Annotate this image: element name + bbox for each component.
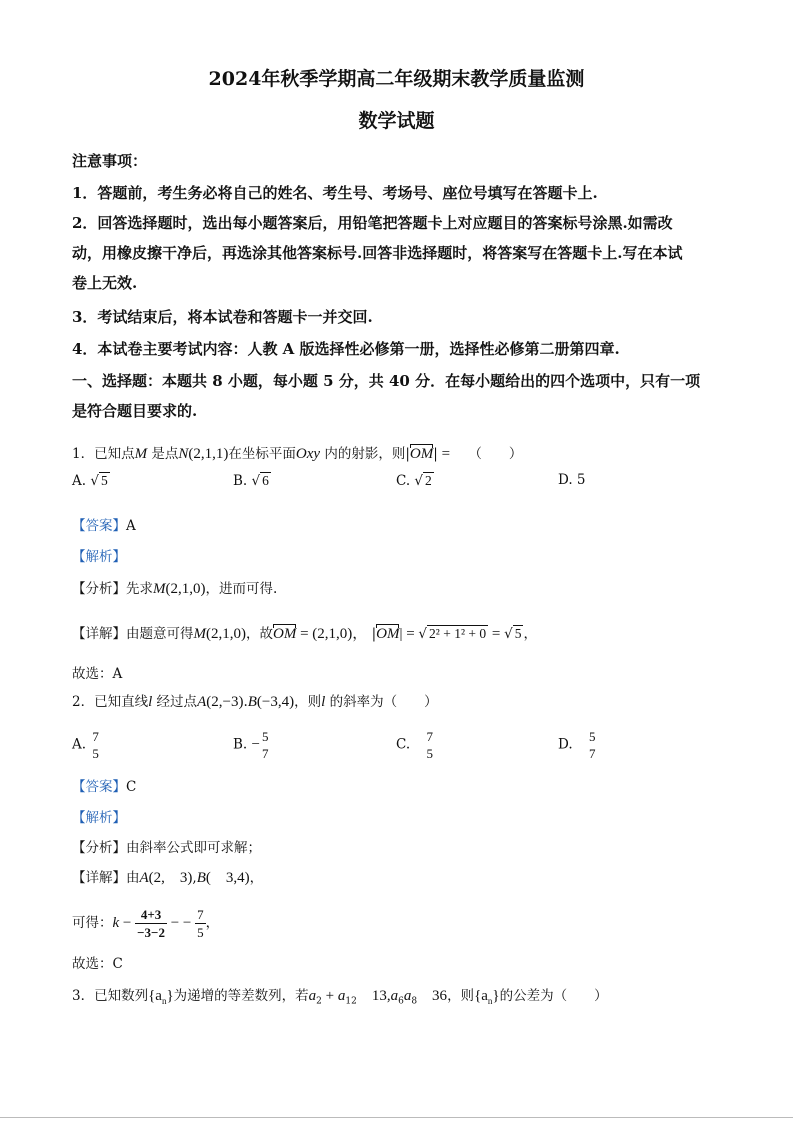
question-1-stem: 1．已知点M 是点N(2,1,1)在坐标平面Oxy 内的射影，则|OM| = （ ）: [72, 446, 523, 462]
q3-plus: +: [321, 988, 338, 1004]
q2-choice: 故选：C: [72, 956, 123, 972]
notice-item-4: 4．本试卷主要考试内容：人教 A 版选择性必修第一册，选择性必修第二册第四章.: [72, 340, 620, 358]
notice-item-3: 3．考试结束后，将本试卷和答题卡一并交回.: [72, 308, 373, 326]
q1-analysis-pre: 先求: [126, 581, 153, 597]
q2-option-a[interactable]: [72, 728, 101, 762]
q1-detail-m: M: [193, 626, 206, 642]
q1-is-point: 是点: [147, 446, 179, 462]
notice-heading: 注意事项：: [72, 152, 148, 170]
q3-seq2-sub: n: [487, 996, 493, 1006]
q2-option-b-numerator: 5: [261, 729, 269, 744]
q1-detail-end: ，: [523, 626, 537, 642]
q3-value-36: 36: [417, 988, 448, 1004]
section-1-line-2: 是符合题目要求的.: [72, 402, 198, 420]
q2-result-equals: −: [119, 915, 136, 931]
notice-item-2-line-2: 动，用橡皮擦干净后，再选涂其他答案标号.回答非选择题时，将答案写在答题卡上.写在本试: [72, 244, 683, 262]
question-2-stem: [72, 690, 438, 711]
q2-option-b-label: B.: [233, 736, 248, 753]
q1-detail-vector-value: = (2,1,0)，: [296, 626, 368, 642]
q3-a2-sub: 2: [316, 996, 322, 1007]
q2-option-b[interactable]: [233, 728, 270, 762]
q2-line-l: l: [148, 694, 153, 710]
q3-seq-close: }: [166, 988, 174, 1004]
q3-seq-open: {a: [148, 988, 162, 1004]
q2-analysis-text: 由斜率公式即可求解；: [126, 840, 261, 856]
q2-result-label: 可得：: [72, 915, 113, 931]
q2-result-comma: ，: [205, 915, 220, 931]
q2-option-c[interactable]: [396, 728, 435, 762]
q2-option-a-denominator: 5: [92, 746, 99, 761]
q2-a-coordinates: (2,−3): [206, 694, 244, 710]
q1-option-b-label: B.: [233, 473, 248, 489]
q3-a6-sub: 6: [398, 996, 404, 1007]
q2-result-numerator: 4+3: [135, 906, 167, 924]
q2-point-a: A: [197, 694, 207, 710]
q1-projection-text: 内的射影，则: [320, 446, 406, 462]
q3-a2: a: [308, 988, 317, 1004]
q1-detail-pre: 由题意可得: [126, 626, 194, 642]
q2-option-c-denominator: 5: [426, 746, 433, 761]
q1-detail-result: 5: [514, 626, 522, 641]
page-bottom-rule: [0, 1117, 793, 1118]
q2-b-coordinates: (−3,4): [256, 694, 295, 710]
q3-a6: a: [390, 988, 399, 1004]
q2-result-mid: − −: [166, 915, 196, 931]
q1-detail-vector-om: OM: [273, 626, 297, 642]
q1-answer-tag: 【答案】: [72, 518, 126, 534]
q2-detail-pre: 由: [126, 870, 140, 886]
q1-analysis-coordinates: (2,1,0): [165, 581, 206, 597]
q1-in-plane: 在坐标平面: [228, 446, 296, 462]
q3-then: ，则: [447, 988, 475, 1004]
q2-option-b-sign: −: [251, 736, 260, 753]
q2-detail: [72, 866, 263, 887]
q1-detail: 【详解】由题意可得M(2,1,0)，故OM = (2,1,0)， |OM| = √ 2² + 1² + 0 = √ 5 ，: [72, 626, 537, 642]
exam-title: 2024年秋季学期高二年级期末教学质量监测: [208, 68, 585, 90]
q2-detail-b-coordinates: ( 3,4): [205, 870, 250, 886]
q2-option-c-label: C.: [396, 736, 411, 753]
q2-detail-sep: ,: [192, 870, 197, 886]
q3-increasing: 为递增的等差数列，若: [173, 988, 309, 1004]
q1-analysis-tag: 【分析】: [72, 581, 126, 597]
q1-analysis-m: M: [153, 581, 166, 597]
q1-analysis-post: ，进而可得.: [205, 581, 278, 597]
q1-answer-paren: （ ）: [468, 446, 523, 462]
exam-subject: 数学试题: [358, 110, 435, 132]
q2-then: ，则: [294, 694, 322, 710]
q1-option-c-value: 2: [425, 473, 432, 488]
q1-detail-coordinates: (2,1,0): [206, 626, 246, 642]
notice-item-2-line-3: 卷上无效.: [72, 274, 138, 292]
q1-equals: =: [437, 446, 451, 462]
q3-end: 的公差为（ ）: [499, 988, 608, 1004]
q2-point-b: B: [247, 694, 257, 710]
q2-through: 经过点: [152, 694, 198, 710]
q2-detail-b: B: [196, 870, 206, 886]
q3-seq2-close: }: [492, 988, 500, 1004]
q3-seq-sub: n: [161, 996, 167, 1006]
q2-analysis-tag: 【分析】: [72, 840, 126, 856]
q2-result-k: k: [112, 915, 120, 931]
q2-jiexi-tag: 【解析】: [72, 810, 126, 826]
q2-result-numerator-2: 7: [197, 907, 204, 922]
q1-analysis: [72, 577, 277, 598]
q1-detail-tag: 【详解】: [72, 626, 126, 642]
q2-slope-text: 的斜率为（ ）: [325, 694, 438, 710]
q2-line-l-2: l: [321, 694, 326, 710]
q3-a8-sub: 8: [411, 996, 418, 1007]
q2-detail-a-coordinates: (2, 3): [148, 870, 193, 886]
q1-option-a-label: A.: [72, 473, 87, 489]
question-3-stem: [72, 984, 608, 1007]
q1-choice: 故选：A: [72, 666, 123, 682]
q2-answer: [72, 775, 136, 795]
q2-answer-value: C: [126, 779, 137, 795]
q1-vector-om: OM: [409, 446, 434, 462]
q1-option-b-value: 6: [262, 473, 269, 488]
q1-option-a[interactable]: A. √ 5: [72, 473, 108, 489]
q1-option-c[interactable]: C. √ 2: [396, 473, 432, 489]
q2-result: [72, 906, 219, 941]
q3-a12: a: [337, 988, 346, 1004]
q1-prefix: 1．已知点: [72, 446, 135, 462]
q2-option-d[interactable]: [558, 728, 597, 762]
q1-option-d[interactable]: D. 5: [558, 472, 586, 488]
notice-item-1: 1．答题前，考生务必将自己的姓名、考生号、考场号、座位号填写在答题卡上.: [72, 184, 598, 202]
q2-prefix: 2．已知直线: [72, 694, 149, 710]
q3-prefix: 3．已知数列: [72, 988, 149, 1004]
q1-detail-abs: | =: [399, 626, 419, 642]
q1-n-coordinates: (2,1,1): [188, 446, 229, 462]
q2-answer-tag: 【答案】: [72, 779, 126, 795]
q2-analysis: [72, 836, 261, 856]
q2-result-denominator: −3−2: [137, 925, 165, 940]
q2-option-a-label: A.: [72, 736, 87, 753]
q1-detail-equals: =: [488, 626, 505, 642]
notice-item-2-line-1: 2．回答选择题时，选出每小题答案后，用铅笔把答题卡上对应题目的答案标号涂黑.如需改: [72, 214, 673, 232]
q1-point-n: N: [178, 446, 189, 462]
q1-option-a-value: 5: [100, 473, 108, 488]
q2-detail-tag: 【详解】: [72, 870, 126, 886]
q1-answer: [72, 514, 136, 534]
q1-answer-value: A: [126, 518, 136, 534]
q2-option-d-numerator: 5: [588, 729, 596, 744]
q2-detail-a: A: [139, 870, 149, 886]
q2-option-b-denominator: 7: [261, 746, 269, 761]
q1-option-b[interactable]: B. √ 6: [233, 473, 269, 489]
q2-option-c-numerator: 7: [426, 729, 433, 744]
q2-option-d-denominator: 7: [588, 746, 596, 761]
q1-jiexi-tag: 【解析】: [72, 549, 126, 565]
q2-option-d-label: D.: [558, 736, 573, 753]
q3-seq2-open: {a: [474, 988, 488, 1004]
q3-a12-sub: 12: [345, 996, 357, 1007]
q2-dot: .: [243, 694, 248, 710]
q1-point-m: M: [134, 446, 148, 462]
q2-option-a-numerator: 7: [92, 729, 99, 744]
section-1-line-1: 一、选择题：本题共 8 小题，每小题 5 分，共 40 分．在每小题给出的四个选项中，只有一项: [72, 372, 701, 390]
q3-value-13: 13,: [356, 988, 391, 1004]
q2-result-denominator-2: 5: [197, 925, 204, 940]
q3-a8: a: [403, 988, 412, 1004]
q2-detail-end: ，: [249, 870, 264, 886]
q1-option-c-label: C.: [396, 473, 411, 489]
q1-detail-vector-om-2: OM: [376, 626, 400, 642]
q1-detail-radicand: 2² + 1² + 0: [429, 626, 487, 641]
q1-detail-therefore: ，故: [246, 626, 273, 642]
q1-plane-oxy: Oxy: [295, 446, 321, 462]
